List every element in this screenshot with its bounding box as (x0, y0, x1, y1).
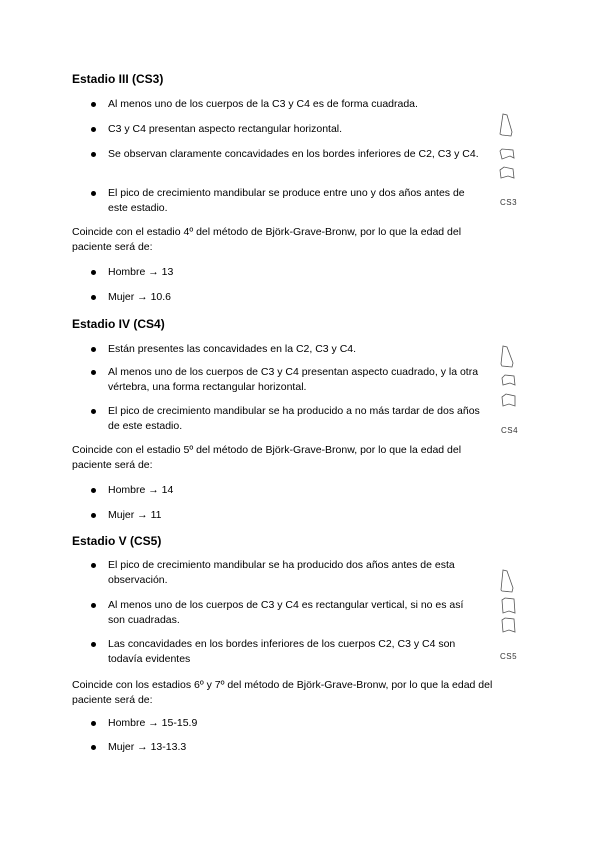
section-title-cs5: Estadio V (CS5) (72, 534, 162, 548)
cs4-age-female: Mujer → 11 (108, 509, 162, 521)
cs3-bullet-2: C3 y C4 presentan aspecto rectangular horizontal. (108, 122, 478, 137)
cs4-figure-label: CS4 (501, 426, 519, 435)
cs5-vertebrae-figure (496, 568, 524, 640)
cs3-bullet-4: El pico de crecimiento mandibular se produce entre uno y dos años antes de este estadio. (108, 186, 470, 216)
cs5-figure-label: CS5 (500, 652, 518, 661)
cs3-bullet-1: Al menos uno de los cuerpos de la C3 y C4 es de forma cuadrada. (108, 97, 478, 112)
cs4-vertebrae-figure (496, 344, 524, 414)
cs3-coincide-text: Coincide con el estadio 4º del método de Björk-Grave-Bronw, por lo que la edad del paciente será de: (72, 226, 462, 253)
cs5-bullet-2: Al menos uno de los cuerpos de C3 y C4 es rectangular vertical, si no es así son cuadradas. (108, 598, 480, 628)
cs4-bullet-2: Al menos uno de los cuerpos de C3 y C4 presentan aspecto cuadrado, y la otra vértebra, una forma rectangular horizontal. (108, 366, 479, 393)
cs4-age-male: Hombre → 14 (108, 484, 174, 496)
cs5-age-male: Hombre → 15-15.9 (108, 717, 198, 729)
cs4-bullet-3: El pico de crecimiento mandibular se ha producido a no más tardar de dos años de este estadio. (108, 405, 480, 432)
section-title-cs4: Estadio IV (CS4) (72, 317, 165, 331)
section-title-cs3: Estadio III (CS3) (72, 72, 164, 86)
cs5-coincide-text: Coincide con los estadios 6º y 7º del método de Björk-Grave-Bronw, por lo que la edad del paciente será de: (72, 679, 493, 706)
cs4-bullet-1: Están presentes las concavidades en la C2, C3 y C4. (108, 342, 478, 357)
cs3-vertebrae-figure (496, 112, 524, 187)
cs3-age-male: Hombre → 13 (108, 266, 174, 278)
cs4-coincide-text: Coincide con el estadio 5º del método de Björk-Grave-Bronw, por lo que la edad del paciente será de: (72, 444, 462, 471)
cs3-age-female: Mujer → 10.6 (108, 291, 172, 303)
cs5-age-female: Mujer → 13-13.3 (108, 741, 187, 753)
cs5-bullet-3: Las concavidades en los bordes inferiores de los cuerpos C2, C3 y C4 son todavía evidentes (108, 637, 480, 667)
cs3-bullet-3: Se observan claramente concavidades en los bordes inferiores de C2, C3 y C4. (108, 148, 479, 160)
cs3-figure-label: CS3 (500, 198, 518, 207)
cs5-bullet-1: El pico de crecimiento mandibular se ha producido dos años antes de esta observación. (108, 558, 478, 588)
